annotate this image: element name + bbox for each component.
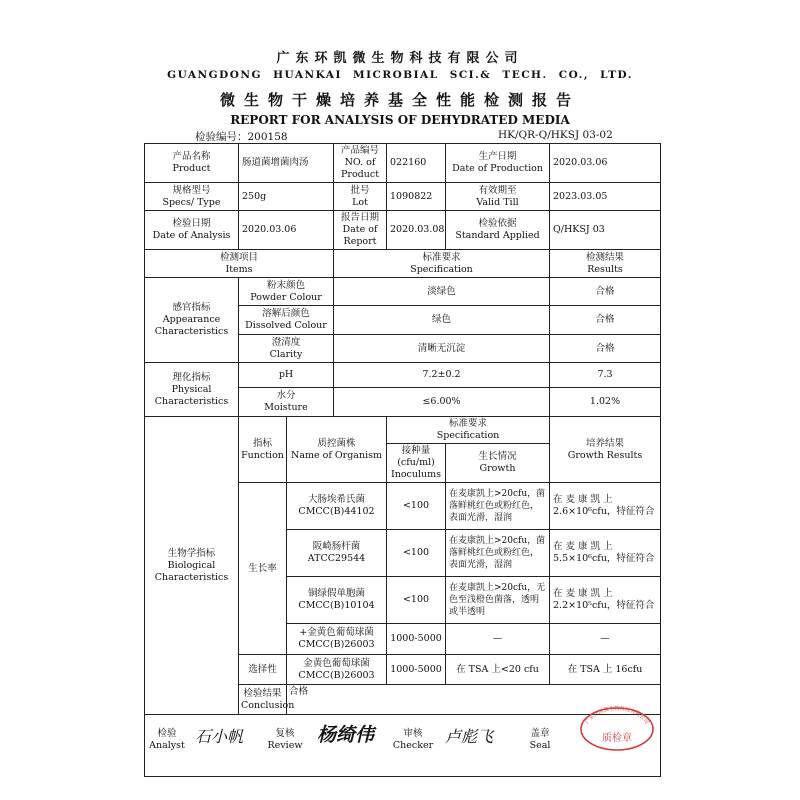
standard-value: Q/HKSJ 03 <box>550 211 661 250</box>
report-date-label: 报告日期 Date of Report <box>334 211 387 250</box>
appearance-group: 感官指标 Appearance Characteristics <box>145 278 239 363</box>
production-date-value: 2020.03.06 <box>550 144 661 183</box>
appearance-row <box>145 278 661 306</box>
production-date-label: 生产日期 Date of Production <box>446 144 550 183</box>
inoculum-value: <100 <box>387 530 446 577</box>
ph-item: pH <box>239 363 334 388</box>
results-header: 检测结果 Results <box>550 250 661 278</box>
test-date-value: 2020.03.06 <box>239 211 334 250</box>
company-name-cn: 广东环凯微生物科技有限公司 <box>276 51 524 66</box>
growth-result: 在 麦 康 凯 上 2.2×10⁵cfu，特征符合 <box>550 577 661 624</box>
company-name-en: GUANGDONG HUANKAI MICROBIAL SCI.& TECH. CO., LTD. <box>167 69 633 81</box>
physical-group: 理化指标 Physical Characteristics <box>145 363 239 417</box>
moisture-item: 水分 Moisture <box>239 388 334 417</box>
growth-rate-label: 生长率 <box>239 483 287 655</box>
inoculum-value: <100 <box>387 483 446 530</box>
review-label: 复核 Review <box>267 728 303 751</box>
info-row-3 <box>145 211 661 250</box>
growth-header: 生长情况 Growth <box>446 444 550 483</box>
report-title-en: REPORT FOR ANALYSIS OF DEHYDRATED MEDIA <box>230 113 570 127</box>
product-label: 产品名称 Product <box>145 144 239 183</box>
report-table <box>144 143 661 777</box>
report-number: 检验编号：200158 <box>195 131 288 143</box>
document-code: HK/QR-Q/HKSJ 03-02 <box>498 129 613 141</box>
growth-value: 在麦康凯上>20cfu，菌落鲜桃红色或粉红色，表面光滑，湿润 <box>446 483 550 530</box>
growth-results-header: 培养结果 Growth Results <box>550 417 661 483</box>
growth-value: 在麦康凯上>20cfu，菌落鲜桃红色或粉红色，表面光滑，湿润 <box>446 530 550 577</box>
biological-group: 生物学指标 Biological Characteristics <box>145 417 239 715</box>
moisture-spec: ≤6.00% <box>334 388 550 417</box>
lot-value: 1090822 <box>387 183 446 211</box>
standard-label: 检验依据 Standard Applied <box>446 211 550 250</box>
items-header-row <box>145 250 661 278</box>
growth-result: 在 TSA 上 16cfu <box>550 655 661 685</box>
clarity-item: 澄清度 Clarity <box>239 335 334 363</box>
info-row-1 <box>145 144 661 183</box>
inoculum-header: 接种量 (cfu/ml) Inoculums <box>387 444 446 483</box>
function-header: 指标 Function <box>239 417 287 483</box>
organism-name: 大肠埃希氏菌 CMCC(B)44102 <box>287 483 387 530</box>
powder-colour-result: 合格 <box>550 278 661 306</box>
spec-header: 标准要求 Specification <box>334 250 550 278</box>
inoculum-value: 1000-5000 <box>387 655 446 685</box>
inoculum-value: 1000-5000 <box>387 624 446 655</box>
powder-colour-spec: 淡绿色 <box>334 278 550 306</box>
spec-value: 250g <box>239 183 334 211</box>
product-no-value: 022160 <box>387 144 446 183</box>
spec-label: 规格型号 Specs/ Type <box>145 183 239 211</box>
svg-text:广东环凯微生物科技有限公司 <box>583 704 651 725</box>
valid-value: 2023.03.05 <box>550 183 661 211</box>
product-no-label: 产品编号 NO. of Product <box>334 144 387 183</box>
powder-colour-item: 粉末颜色 Powder Colour <box>239 278 334 306</box>
growth-result: 在 麦 康 凯 上 5.5×10⁶cfu，特征符合 <box>550 530 661 577</box>
bio-spec-header: 标准要求 Specification <box>387 417 550 444</box>
checker-label: 审核 Checker <box>392 728 434 751</box>
report-title-cn: 微生物干燥培养基全性能检测报告 <box>219 91 580 109</box>
analyst-signature: 石小帆 <box>195 727 244 746</box>
quality-seal-stamp <box>578 702 656 752</box>
checker-signature: 卢彪飞 <box>445 727 494 746</box>
report-date-value: 2020.03.08 <box>387 211 446 250</box>
dissolved-colour-spec: 绿色 <box>334 306 550 335</box>
clarity-result: 合格 <box>550 335 661 363</box>
dissolved-colour-item: 溶解后颜色 Dissolved Colour <box>239 306 334 335</box>
seal-label: 盖章 Seal <box>529 728 551 751</box>
seal-ring-text: 广东环凯微生物科技有限公司 <box>584 706 650 726</box>
organism-name: +金黄色葡萄球菌 CMCC(B)26003 <box>287 624 387 655</box>
growth-result: 在 麦 康 凯 上 2.6×10⁶cfu，特征符合 <box>550 483 661 530</box>
organism-name: 金黄色葡萄球菌 CMCC(B)26003 <box>287 655 387 685</box>
ph-result: 7.3 <box>550 363 661 388</box>
ph-spec: 7.2±0.2 <box>334 363 550 388</box>
physical-row <box>145 363 661 388</box>
valid-label: 有效期至 Valid Till <box>446 183 550 211</box>
clarity-spec: 清晰无沉淀 <box>334 335 550 363</box>
product-value: 肠道菌增菌肉汤 <box>239 144 334 183</box>
organism-name: 阪崎肠杆菌 ATCC29544 <box>287 530 387 577</box>
bio-header-row <box>145 417 661 444</box>
growth-value: 在麦康凯上>20cfu，无色至浅橙色菌落，透明或半透明 <box>446 577 550 624</box>
inoculum-value: <100 <box>387 577 446 624</box>
conclusion-value: 合格 <box>287 685 661 715</box>
analyst-label: 检验 Analyst <box>149 728 185 751</box>
test-date-label: 检验日期 Date of Analysis <box>145 211 239 250</box>
moisture-result: 1.02% <box>550 388 661 417</box>
growth-result: — <box>550 624 661 655</box>
review-signature: 杨绮伟 <box>317 724 375 746</box>
dissolved-colour-result: 合格 <box>550 306 661 335</box>
organism-header: 质控菌株 Name of Organism <box>287 417 387 483</box>
seal-text: 质检章 <box>602 733 632 744</box>
organism-name: 铜绿假单胞菌 CMCC(B)10104 <box>287 577 387 624</box>
conclusion-label: 检验结果 Conclusion <box>239 685 287 715</box>
growth-value: 在 TSA 上<20 cfu <box>446 655 550 685</box>
info-row-2 <box>145 183 661 211</box>
lot-label: 批号 Lot <box>334 183 387 211</box>
items-header: 检测项目 Items <box>145 250 334 278</box>
growth-value: — <box>446 624 550 655</box>
selectivity-label: 选择性 <box>239 655 287 685</box>
